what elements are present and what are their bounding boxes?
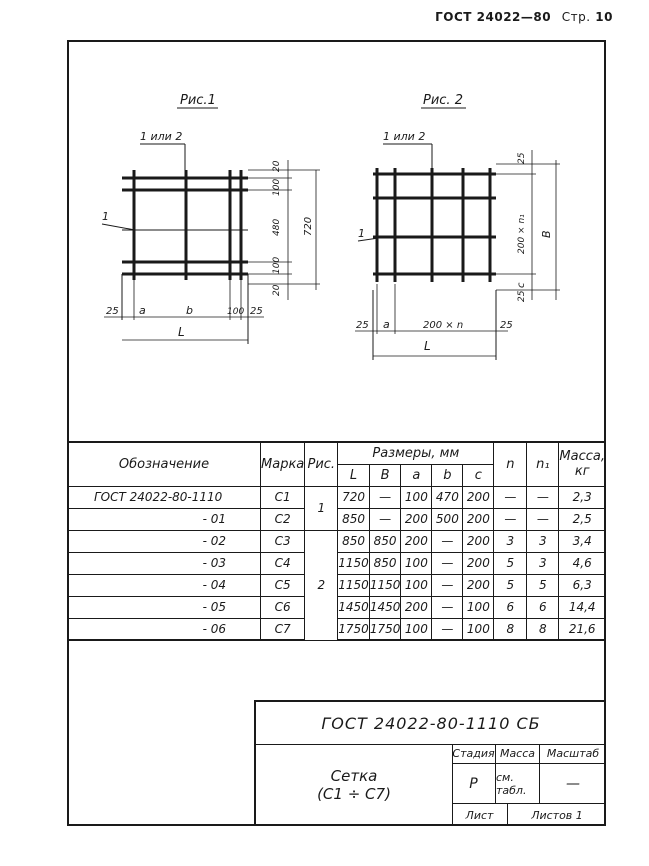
stage-label: Стадия (452, 744, 496, 764)
figure-1-title: Рис.1 (180, 93, 216, 108)
header-c: c (463, 464, 494, 486)
document-name-line1: Сетка (330, 767, 378, 785)
table-row (68, 486, 606, 508)
row-mass: 2,3 (559, 486, 606, 508)
figure-2-overall-width: L (424, 339, 431, 353)
row-n: 5 (494, 552, 527, 574)
figure-1-dim-h1: a (139, 304, 146, 317)
row-c: 200 (463, 486, 494, 508)
row-b: 500 (432, 508, 463, 530)
mass-value: см. табл. (496, 764, 540, 804)
row-c: 100 (463, 618, 494, 640)
figure-2-dim-h1: a (383, 318, 390, 331)
row-L: 850 (338, 508, 370, 530)
row-mass: 3,4 (559, 530, 606, 552)
row-a: 200 (401, 530, 432, 552)
row-n: 5 (494, 574, 527, 596)
header-n1: n₁ (527, 442, 559, 486)
row-a: 100 (401, 486, 432, 508)
row-c: 200 (463, 552, 494, 574)
document-name (256, 744, 453, 826)
page-number: 10 (595, 10, 613, 24)
figure-1-dim-v2: 480 (272, 218, 282, 236)
row-b: — (432, 618, 463, 640)
scale-value: — (540, 764, 606, 804)
standard-number: ГОСТ 24022—80 (435, 10, 552, 24)
row-n: — (494, 508, 527, 530)
row-mark: С6 (261, 596, 305, 618)
figure-2-dim-h2: 200 × n (423, 320, 464, 331)
document-name-line2: (С1 ÷ С7) (317, 785, 391, 803)
figure-1-callout-left: 1 (102, 210, 109, 223)
figure-2-dim-v0: 25 (517, 152, 527, 164)
header-L: L (338, 464, 370, 486)
figure-2-dim-v1: 200 × n₁ (517, 214, 527, 254)
document-code: ГОСТ 24022-80-1110 СБ (256, 702, 606, 745)
row-n1: 3 (527, 530, 559, 552)
row-n1: — (527, 508, 559, 530)
row-figure: 1 (305, 486, 338, 530)
row-a: 100 (401, 618, 432, 640)
row-n1: 8 (527, 618, 559, 640)
row-mass: 4,6 (559, 552, 606, 574)
figure-2-dim-v3: 25 (517, 290, 527, 302)
figure-1-dim-h2: b (186, 304, 193, 317)
figure-2-callout-top: 1 или 2 (383, 130, 426, 143)
row-mass: 2,5 (559, 508, 606, 530)
header-figure: Рис. (305, 442, 338, 486)
header-B: B (369, 464, 401, 486)
page-label: Стр. (561, 10, 591, 24)
header-mark: Марка (261, 442, 305, 486)
figure-1-overall-height: 720 (303, 216, 314, 236)
row-L: 1450 (338, 596, 370, 618)
stage-value: Р (452, 764, 496, 804)
row-n: 3 (494, 530, 527, 552)
row-designation: ГОСТ 24022-80-1110 (68, 486, 261, 508)
row-a: 200 (401, 508, 432, 530)
row-L: 1150 (338, 574, 370, 596)
row-a: 200 (401, 596, 432, 618)
figure-2-overall-height: B (540, 230, 553, 238)
mass-label: Масса (496, 744, 540, 764)
row-mass: 6,3 (559, 574, 606, 596)
figure-1-callout-top: 1 или 2 (140, 130, 183, 143)
header-a: a (401, 464, 432, 486)
row-n: 6 (494, 596, 527, 618)
row-n1: 5 (527, 574, 559, 596)
row-c: 200 (463, 530, 494, 552)
title-block (254, 700, 606, 826)
figure-1-dim-h4: 25 (250, 306, 263, 317)
row-a: 100 (401, 574, 432, 596)
row-L: 720 (338, 486, 370, 508)
row-n1: 3 (527, 552, 559, 574)
figure-1-overall-width: L (178, 325, 185, 339)
figure-1-dim-v3: 100 (272, 256, 282, 274)
header-mass: Масса, кг (559, 442, 606, 486)
figure-2-dim-v2: c (516, 282, 527, 288)
specification-table (67, 441, 606, 641)
figure-2-mesh (373, 168, 496, 282)
row-designation: - 03 (68, 552, 261, 574)
row-B: 850 (369, 552, 401, 574)
table-row (68, 530, 606, 552)
page-header (435, 10, 613, 24)
row-designation: - 06 (68, 618, 261, 640)
header-dimensions: Размеры, мм (338, 442, 494, 464)
figure-2-dim-h3: 25 (500, 320, 513, 331)
row-mark: С2 (261, 508, 305, 530)
scale-label: Масштаб (540, 744, 606, 764)
row-n: 8 (494, 618, 527, 640)
row-c: 100 (463, 596, 494, 618)
row-b: 470 (432, 486, 463, 508)
row-L: 1150 (338, 552, 370, 574)
row-B: — (369, 508, 401, 530)
sheets-label: Листов 1 (531, 808, 583, 822)
row-B: 1150 (369, 574, 401, 596)
row-mass: 14,4 (559, 596, 606, 618)
row-designation: - 05 (68, 596, 261, 618)
row-b: — (432, 574, 463, 596)
header-n: n (494, 442, 527, 486)
row-mass: 21,6 (559, 618, 606, 640)
figure-1-mesh (122, 170, 248, 280)
row-mark: С3 (261, 530, 305, 552)
figure-1-dim-v4: 20 (272, 284, 282, 296)
row-b: — (432, 596, 463, 618)
row-n1: — (527, 486, 559, 508)
figure-2 (355, 93, 560, 360)
row-designation: - 04 (68, 574, 261, 596)
sheet-label: Лист (452, 804, 508, 826)
row-mark: С1 (261, 486, 305, 508)
figure-2-title: Рис. 2 (423, 93, 463, 108)
figure-1-dim-v1: 100 (272, 178, 282, 196)
row-figure: 2 (305, 530, 338, 640)
figure-1-dim-h3: 100 (227, 307, 245, 317)
row-mark: С7 (261, 618, 305, 640)
row-B: 1750 (369, 618, 401, 640)
row-b: — (432, 552, 463, 574)
figure-1 (102, 93, 320, 344)
row-b: — (432, 530, 463, 552)
row-c: 200 (463, 508, 494, 530)
row-B: 850 (369, 530, 401, 552)
row-designation: - 01 (68, 508, 261, 530)
row-B: — (369, 486, 401, 508)
row-c: 200 (463, 574, 494, 596)
header-b: b (432, 464, 463, 486)
row-designation: - 02 (68, 530, 261, 552)
figure-1-dim-h0: 25 (106, 306, 119, 317)
figure-2-callout-left: 1 (358, 227, 365, 240)
row-L: 850 (338, 530, 370, 552)
row-mark: С4 (261, 552, 305, 574)
row-mark: С5 (261, 574, 305, 596)
row-n: — (494, 486, 527, 508)
row-n1: 6 (527, 596, 559, 618)
row-B: 1450 (369, 596, 401, 618)
header-designation: Обозначение (68, 442, 261, 486)
row-L: 1750 (338, 618, 370, 640)
row-a: 100 (401, 552, 432, 574)
figure-2-dim-h0: 25 (356, 320, 369, 331)
figure-1-dim-v0: 20 (272, 160, 282, 172)
figures-drawing (67, 40, 606, 442)
